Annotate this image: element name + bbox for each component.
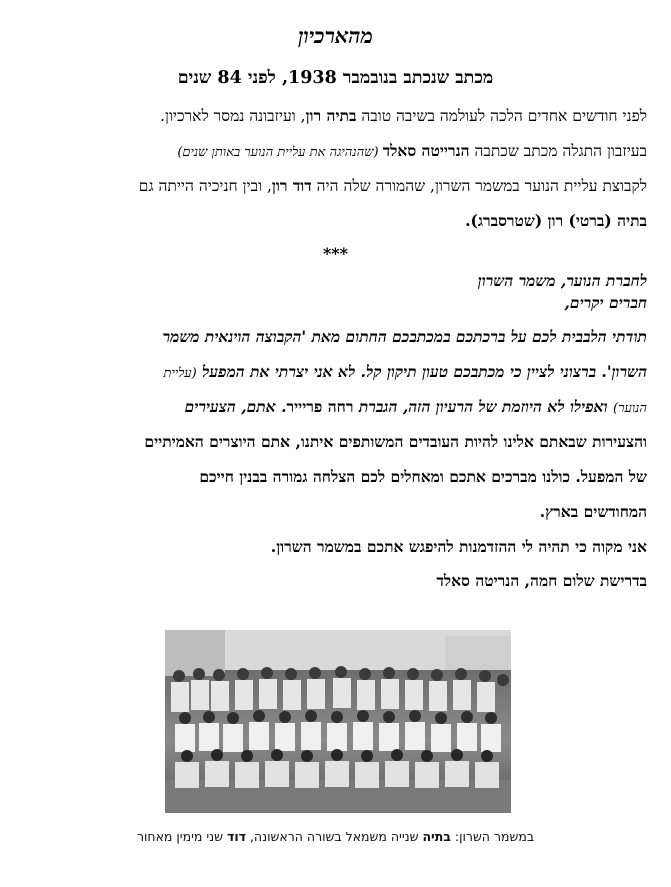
letter-line [20, 362, 647, 384]
letter-text: השרון'. ברצוני לציין כי מכתבכם טעון תיקון קל. לא אני יצרתי את המפעל [196, 362, 647, 381]
archive-title: מהארכיון [298, 23, 373, 48]
intro-line-3 [20, 176, 647, 196]
group-photo-illustration [165, 630, 511, 813]
letter-address: לחברת הנוער, משמר השרון [477, 271, 647, 290]
caption-text: במשמר השרון: [450, 829, 535, 844]
letter-note: (עליית [163, 366, 197, 381]
letter-text: . אתם, הצעירים [184, 397, 287, 416]
name-david-ron: דוד רון [271, 176, 312, 195]
intro-text: , ועיזבונה נמסר לארכיון. [160, 107, 306, 125]
intro-line-4: בתיה (ברטי) רון (שטרסברג). [465, 211, 647, 230]
letter-line: המחודשים בארץ. [539, 502, 647, 521]
intro-text: לפני חודשים אחדים הלכה לעולמה בשיבה טובה [356, 107, 647, 125]
letter-line: אני מקוה כי תהיה לי ההזדמנות להיפגש אתכם במשמר השרון. [270, 537, 647, 556]
photo-caption [0, 829, 671, 844]
letter-line: והצעירות שבאתם אלינו להיות העובדים המשותפים איתנו, אתם היוצרים האמיתיים [144, 432, 647, 451]
separator: *** [322, 244, 349, 263]
letter-text: ואפילו לא היוזמת של הרעיון הזה, הגברת [353, 397, 613, 416]
caption-name-batya: בתיה [422, 829, 451, 844]
intro-note: (שהנהיגה את עליית הנוער באותן שנים) [177, 145, 383, 160]
caption-text: שנייה משמאל בשורה הראשונה, [245, 829, 423, 844]
name-henrietta-szold: הנרייטה סאלד [382, 141, 470, 160]
letter-heading: מכתב שנכתב בנובמבר 1938, לפני 84 שנים [177, 68, 494, 88]
letter-signoff: בדרישת שלום חמה, הנריטה סאלד [436, 571, 647, 590]
name-batya-ron: בתיה רון [305, 106, 357, 125]
letter-line: תודתי הלבבית לכם על ברכתכם במכתבכם החתום מאת 'הקבוצה הוינאית משמר [162, 327, 647, 346]
caption-text: שני מימין מאחור [136, 829, 227, 844]
letter-note: הנוער) [613, 401, 647, 416]
group-photo [165, 630, 511, 813]
intro-line-1 [20, 106, 647, 126]
letter-line [20, 397, 647, 419]
caption-name-david: דוד [226, 829, 246, 844]
intro-text: לקבוצת עליית הנוער במשמר השרון, שהמורה שלה היה [311, 177, 647, 195]
intro-text: , ובין חניכיה הייתה גם [138, 177, 272, 195]
name-recha-freier: רחה פריייר [286, 397, 354, 416]
intro-line-2 [20, 141, 647, 163]
intro-text: בעיזבון התגלה מכתב שכתבה [469, 142, 647, 160]
letter-greeting: חברים יקרים, [564, 293, 647, 312]
letter-line: של המפעל. כולנו מברכים אתכם ומאחלים לכם הצלחה גמורה בבנין חייכם [199, 467, 647, 486]
